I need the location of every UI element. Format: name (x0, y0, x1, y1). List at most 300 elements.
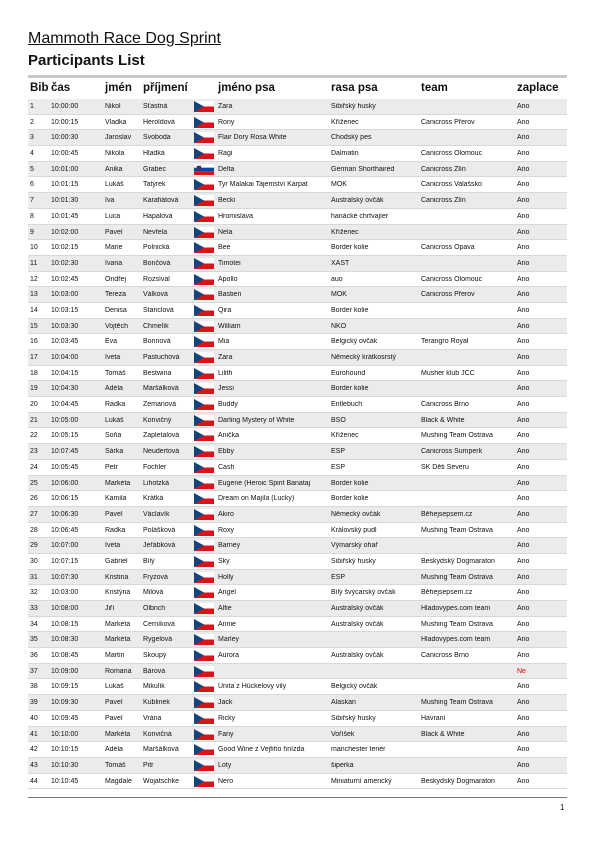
paid-cell: Ano (517, 369, 530, 377)
start-time-cell: 10:10:00 (51, 730, 79, 738)
dog-name-cell: Dream on Majíla (Lucky) (218, 495, 295, 503)
flag-cz-icon (194, 760, 214, 771)
table-row (28, 648, 567, 664)
dog-name-cell: Ricky (218, 714, 236, 722)
bib-cell: 35 (30, 636, 38, 644)
column-header-team: team (421, 82, 448, 94)
breed-cell: Chodský pes (331, 134, 372, 142)
team-cell: Canicross Olomouc (421, 150, 483, 158)
bib-cell: 22 (30, 432, 38, 440)
last-name-cell: Krátká (143, 495, 164, 503)
paid-cell: Ano (517, 746, 530, 754)
start-time-cell: 10:10:15 (51, 746, 79, 754)
flag-cz-icon (194, 446, 214, 457)
dog-name-cell: Jack (218, 699, 233, 707)
table-row (28, 209, 567, 225)
bib-cell: 13 (30, 291, 38, 299)
last-name-cell: Chmelík (143, 322, 169, 330)
column-header-last-name: příjmení (143, 82, 188, 94)
table-row (28, 758, 567, 774)
start-time-cell: 10:03:00 (51, 589, 79, 597)
breed-cell: Sibiřský husky (331, 714, 376, 722)
bib-cell: 11 (30, 259, 38, 267)
dog-name-cell: Nero (218, 777, 234, 785)
first-name-cell: Kamila (105, 495, 127, 503)
last-name-cell: Bárová (143, 667, 166, 675)
table-header (28, 78, 567, 99)
dog-name-cell: Lilith (218, 369, 233, 377)
flag-cz-icon (194, 430, 214, 441)
breed-cell: Border kolie (331, 479, 369, 487)
start-time-cell: 10:00:30 (51, 134, 79, 142)
team-cell: Canicross Olomouc (421, 275, 483, 283)
start-time-cell: 10:06:30 (51, 510, 79, 518)
first-name-cell: Kristina (105, 573, 129, 581)
paid-cell: Ano (517, 259, 530, 267)
paid-cell: Ano (517, 244, 530, 252)
first-name-cell: Jaroslav (105, 134, 132, 142)
table-row (28, 319, 567, 335)
dog-name-cell: Bee (218, 244, 231, 252)
dog-name-cell: Mia (218, 338, 230, 346)
column-header-breed: rasa psa (331, 82, 378, 94)
paid-cell: Ano (517, 228, 530, 236)
dog-name-cell: Zara (218, 354, 233, 361)
first-name-cell: Lukáš (105, 181, 124, 189)
breed-cell: Německý ovčák (331, 510, 381, 518)
first-name-cell: Adéla (105, 746, 123, 754)
last-name-cell: Rozsíval (143, 275, 170, 283)
last-name-cell: Bončová (143, 259, 171, 267)
flag-cz-icon (194, 603, 214, 614)
first-name-cell: Denisa (105, 306, 127, 314)
page-number: 1 (560, 803, 565, 812)
breed-cell: Královský pudl (331, 526, 377, 534)
dog-name-cell: Becki (218, 197, 236, 205)
paid-cell: Ano (517, 134, 530, 142)
bib-cell: 16 (30, 338, 38, 346)
first-name-cell: Petr (105, 463, 118, 471)
bib-cell: 1 (30, 103, 34, 110)
flag-cz-icon (194, 619, 214, 630)
table-row (28, 240, 567, 256)
bib-cell: 38 (30, 683, 38, 691)
paid-cell: Ano (517, 291, 530, 299)
first-name-cell: Romana (105, 667, 132, 675)
dog-name-cell: Eugene (Heroic Spirit Banataj (218, 479, 311, 487)
team-cell: Musher klub JCC (421, 369, 475, 377)
start-time-cell: 10:01:30 (51, 197, 79, 205)
flag-cz-icon (194, 117, 214, 128)
last-name-cell: Hapalová (143, 212, 173, 220)
flag-cz-icon (194, 587, 214, 598)
table-row (28, 381, 567, 397)
dog-name-cell: Roxy (218, 526, 234, 534)
last-name-cell: Pastuchová (143, 354, 180, 361)
column-header-time: čas (51, 82, 71, 94)
table-row (28, 397, 567, 413)
paid-cell: Ano (517, 401, 530, 409)
last-name-cell: Rygelová (143, 636, 173, 644)
first-name-cell: Tomáš (105, 369, 126, 377)
first-name-cell: Magdalé (105, 777, 132, 785)
table-row (28, 742, 567, 758)
start-time-cell: 10:02:30 (51, 259, 79, 267)
flag-cz-icon (194, 525, 214, 536)
breed-cell: Miniaturní americký (331, 777, 392, 785)
table-row (28, 366, 567, 382)
breed-cell: Entlebuch (331, 401, 363, 409)
first-name-cell: Nikol (105, 103, 121, 110)
flag-cz-icon (194, 101, 214, 112)
start-time-cell: 10:09:30 (51, 699, 79, 707)
first-name-cell: Pavel (105, 228, 123, 236)
dog-name-cell: Good Wine z Vejfiho hnízda (218, 746, 305, 754)
first-name-cell: Radka (105, 526, 126, 534)
start-time-cell: 10:02:00 (51, 228, 79, 236)
bib-cell: 2 (30, 118, 34, 126)
flag-cz-icon (194, 697, 214, 708)
paid-cell: Ano (517, 761, 530, 769)
dog-name-cell: Loty (218, 761, 232, 769)
start-time-cell: 10:08:15 (51, 620, 79, 628)
paid-cell: Ano (517, 150, 530, 158)
flag-cz-icon (194, 383, 214, 394)
table-row (28, 115, 567, 131)
paid-cell: Ano (517, 495, 530, 503)
team-cell: Canicross Brno (421, 401, 469, 409)
bib-cell: 27 (30, 510, 38, 518)
start-time-cell: 10:04:30 (51, 385, 79, 393)
dog-name-cell: Marley (218, 636, 240, 644)
flag-cz-icon (194, 195, 214, 206)
start-time-cell: 10:03:30 (51, 322, 79, 330)
start-time-cell: 10:01:00 (51, 165, 79, 173)
last-name-cell: Mikulík (143, 683, 165, 691)
bib-cell: 8 (30, 212, 34, 220)
bib-cell: 31 (30, 573, 38, 581)
start-time-cell: 10:01:15 (51, 181, 79, 189)
table-row (28, 428, 567, 444)
table-row (28, 695, 567, 711)
breed-cell: Australský ovčák (331, 605, 384, 612)
paid-cell: Ano (517, 510, 530, 518)
paid-cell: Ano (517, 212, 530, 220)
last-name-cell: Nevřela (143, 228, 168, 236)
flag-cz-icon (194, 274, 214, 285)
flag-cz-icon (194, 556, 214, 567)
dog-name-cell: Fany (218, 730, 234, 738)
dog-name-cell: Zara (218, 103, 233, 110)
dog-name-cell: Qira (218, 306, 232, 314)
breed-cell: manchester teriér (331, 746, 386, 754)
paid-cell: Ano (517, 699, 530, 707)
start-time-cell: 10:07:15 (51, 557, 79, 565)
last-name-cell: Hladká (143, 150, 165, 158)
bib-cell: 9 (30, 228, 34, 236)
bib-cell: 10 (30, 244, 38, 252)
flag-cz-icon (194, 478, 214, 489)
table-row (28, 476, 567, 492)
breed-cell: Kříženec (331, 228, 359, 236)
flag-cz-icon (194, 415, 214, 426)
breed-cell: Kříženec (331, 118, 359, 126)
first-name-cell: Pavel (105, 510, 123, 518)
team-cell: Havraní (421, 714, 446, 722)
start-time-cell: 10:03:00 (51, 291, 79, 299)
team-cell: Běhejsepsem.cz (421, 589, 473, 597)
flag-cz-icon (194, 321, 214, 332)
last-name-cell: Tatýrek (143, 181, 166, 189)
table-row (28, 413, 567, 429)
paid-cell: Ano (517, 354, 530, 361)
dog-name-cell: Jessi (218, 385, 234, 393)
first-name-cell: Iveta (105, 354, 121, 361)
flag-cz-icon (194, 352, 214, 363)
table-row (28, 460, 567, 476)
team-cell: Canicross Zlín (421, 165, 466, 173)
bib-cell: 36 (30, 652, 38, 660)
paid-cell: Ano (517, 275, 530, 283)
team-cell: Mushing Team Ostrava (421, 699, 493, 707)
breed-cell: NKO (331, 322, 347, 330)
last-name-cell: Neudertová (143, 448, 180, 456)
first-name-cell: Markéta (105, 636, 131, 644)
last-name-cell: Válková (143, 291, 168, 299)
paid-cell: Ano (517, 306, 530, 314)
last-name-cell: Polnická (143, 244, 170, 252)
last-name-cell: Šťastná (143, 103, 168, 110)
last-name-cell: Lihotzká (143, 479, 170, 487)
table-row (28, 617, 567, 633)
table-row (28, 491, 567, 507)
start-time-cell: 10:10:45 (51, 777, 79, 785)
table-row (28, 727, 567, 743)
dog-name-cell: Alfie (218, 605, 232, 612)
flag-cz-icon (194, 289, 214, 300)
paid-cell: Ano (517, 636, 530, 644)
bib-cell: 37 (30, 667, 38, 675)
team-cell: Canicross Přerov (421, 118, 475, 126)
flag-cz-icon (194, 540, 214, 551)
last-name-cell: Olbrich (143, 605, 166, 612)
dog-name-cell: Unita z Hückelovy vily (218, 683, 287, 691)
paid-cell: Ano (517, 385, 530, 393)
bib-cell: 30 (30, 557, 38, 565)
last-name-cell: Fochler (143, 463, 167, 471)
bib-cell: 25 (30, 479, 38, 487)
first-name-cell: Anika (105, 165, 123, 173)
breed-cell: Border kolie (331, 385, 369, 393)
flag-cz-icon (194, 336, 214, 347)
first-name-cell: Šárka (105, 448, 124, 456)
last-name-cell: Štanclová (143, 306, 174, 314)
paid-cell: Ano (517, 103, 530, 110)
start-time-cell: 10:06:00 (51, 479, 79, 487)
start-time-cell: 10:08:45 (51, 652, 79, 660)
dog-name-cell: Timotei (218, 259, 241, 267)
bib-cell: 34 (30, 620, 38, 628)
last-name-cell: Grabec (143, 165, 166, 173)
team-cell: Běhejsepsem.cz (421, 510, 473, 518)
last-name-cell: Pitr (143, 761, 154, 769)
first-name-cell: Kristýna (105, 589, 131, 597)
bib-cell: 14 (30, 306, 38, 314)
last-name-cell: Konvičný (143, 416, 172, 424)
paid-cell: Ano (517, 416, 530, 424)
last-name-cell: Bestwina (143, 369, 172, 377)
table-row (28, 130, 567, 146)
flag-cz-icon (194, 509, 214, 520)
flag-cz-icon (194, 634, 214, 645)
table-row (28, 287, 567, 303)
bib-cell: 12 (30, 275, 38, 283)
start-time-cell: 10:00:45 (51, 150, 79, 158)
start-time-cell: 10:05:00 (51, 416, 79, 424)
dog-name-cell: Barney (218, 542, 241, 550)
paid-cell: Ano (517, 118, 530, 126)
flag-cz-icon (194, 729, 214, 740)
breed-cell: Border kolie (331, 244, 369, 252)
footer-divider (28, 797, 567, 798)
paid-cell: Ano (517, 432, 530, 440)
last-name-cell: Bílý (143, 557, 155, 565)
team-cell: Canicross Přerov (421, 291, 475, 299)
first-name-cell: Tereza (105, 291, 127, 299)
last-name-cell: Svoboda (143, 134, 171, 142)
table-row (28, 774, 567, 790)
first-name-cell: Lukáš (105, 416, 124, 424)
first-name-cell: Eva (105, 338, 118, 346)
bib-cell: 20 (30, 401, 38, 409)
paid-cell: Ano (517, 683, 530, 691)
bib-cell: 29 (30, 542, 38, 550)
start-time-cell: 10:01:45 (51, 212, 79, 220)
dog-name-cell: Ragi (218, 150, 233, 158)
paid-cell: Ano (517, 730, 530, 738)
team-cell: Mushing Team Ostrava (421, 526, 493, 534)
table-row (28, 350, 567, 366)
flag-cz-icon (194, 681, 214, 692)
bib-cell: 17 (30, 354, 38, 361)
flag-cz-icon (194, 179, 214, 190)
first-name-cell: Markéta (105, 479, 131, 487)
breed-cell: Sibiřský husky (331, 103, 376, 110)
table-row (28, 272, 567, 288)
team-cell: Mushing Team Ostrava (421, 620, 493, 628)
breed-cell: ESP (331, 463, 346, 471)
first-name-cell: Pavel (105, 714, 123, 722)
bib-cell: 3 (30, 134, 34, 142)
bib-cell: 42 (30, 746, 38, 754)
breed-cell: ESP (331, 573, 346, 581)
bib-cell: 44 (30, 777, 38, 785)
table-row (28, 162, 567, 178)
flag-cz-icon (194, 399, 214, 410)
breed-cell: German Shorthaired (331, 165, 395, 173)
dog-name-cell: Bastien (218, 291, 242, 299)
last-name-cell: Fryzová (143, 573, 168, 581)
table-row (28, 554, 567, 570)
bib-cell: 41 (30, 730, 38, 738)
column-header-bib: Bib (30, 82, 49, 94)
first-name-cell: Iva (105, 197, 115, 205)
document-subtitle: Participants List (28, 52, 145, 69)
team-cell: Canicross Šumperk (421, 448, 483, 456)
team-cell: Mushing Team Ostrava (421, 573, 493, 581)
team-cell: Hladovypes.com team (421, 605, 491, 612)
last-name-cell: Skoupý (143, 652, 167, 660)
start-time-cell: 10:03:15 (51, 306, 79, 314)
first-name-cell: Nikola (105, 150, 125, 158)
start-time-cell: 10:09:45 (51, 714, 79, 722)
start-time-cell: 10:03:45 (51, 338, 79, 346)
breed-cell: Border kolie (331, 495, 369, 503)
bib-cell: 40 (30, 714, 38, 722)
dog-name-cell: Buddy (218, 401, 238, 409)
breed-cell: hanácké chrtvajíer (331, 212, 389, 220)
bib-cell: 33 (30, 605, 38, 612)
breed-cell: auo (331, 275, 343, 283)
team-cell: Mushing Team Ostrava (421, 432, 493, 440)
flag-cz-icon (194, 493, 214, 504)
start-time-cell: 10:09:15 (51, 683, 79, 691)
bib-cell: 43 (30, 761, 38, 769)
table-row (28, 334, 567, 350)
breed-cell: Sibiřský husky (331, 557, 376, 565)
paid-cell: Ano (517, 605, 530, 612)
first-name-cell: Markéta (105, 730, 131, 738)
first-name-cell: Iveta (105, 542, 121, 550)
breed-cell: MOK (331, 291, 347, 299)
last-name-cell: Karafiátová (143, 197, 179, 205)
flag-cz-icon (194, 132, 214, 143)
paid-cell: Ano (517, 620, 530, 628)
bib-cell: 23 (30, 448, 38, 456)
team-cell: Black & White (421, 416, 465, 424)
last-name-cell: Černíková (143, 620, 175, 628)
start-time-cell: 10:05:15 (51, 432, 79, 440)
flag-cz-icon (194, 666, 214, 677)
column-header-paid: zaplace (517, 82, 559, 94)
paid-cell: Ano (517, 322, 530, 330)
start-time-cell: 10:04:00 (51, 354, 79, 361)
dog-name-cell: Sky (218, 557, 230, 565)
paid-cell: Ano (517, 181, 530, 189)
paid-cell: Ano (517, 448, 530, 456)
dog-name-cell: Akiro (218, 510, 234, 518)
bib-cell: 32 (30, 589, 38, 597)
paid-cell: Ano (517, 557, 530, 565)
last-name-cell: Jeřábková (143, 542, 176, 550)
last-name-cell: Zemanová (143, 401, 177, 409)
dog-name-cell: Darling Mystery of White (218, 416, 295, 424)
dog-name-cell: Flair Dory Rosa White (218, 134, 287, 142)
last-name-cell: Václavík (143, 510, 170, 518)
first-name-cell: Soňa (105, 432, 122, 440)
dog-name-cell: Hromislava (218, 212, 254, 220)
dog-name-cell: Delta (218, 165, 235, 173)
table-row (28, 585, 567, 601)
bib-cell: 26 (30, 495, 38, 503)
table-row (28, 256, 567, 272)
breed-cell: Australský ovčák (331, 197, 384, 205)
last-name-cell: Heroldová (143, 118, 175, 126)
flag-cz-icon (194, 744, 214, 755)
participants-table (28, 78, 567, 789)
breed-cell: Bílý švýcarský ovčák (331, 589, 396, 597)
table-row (28, 679, 567, 695)
